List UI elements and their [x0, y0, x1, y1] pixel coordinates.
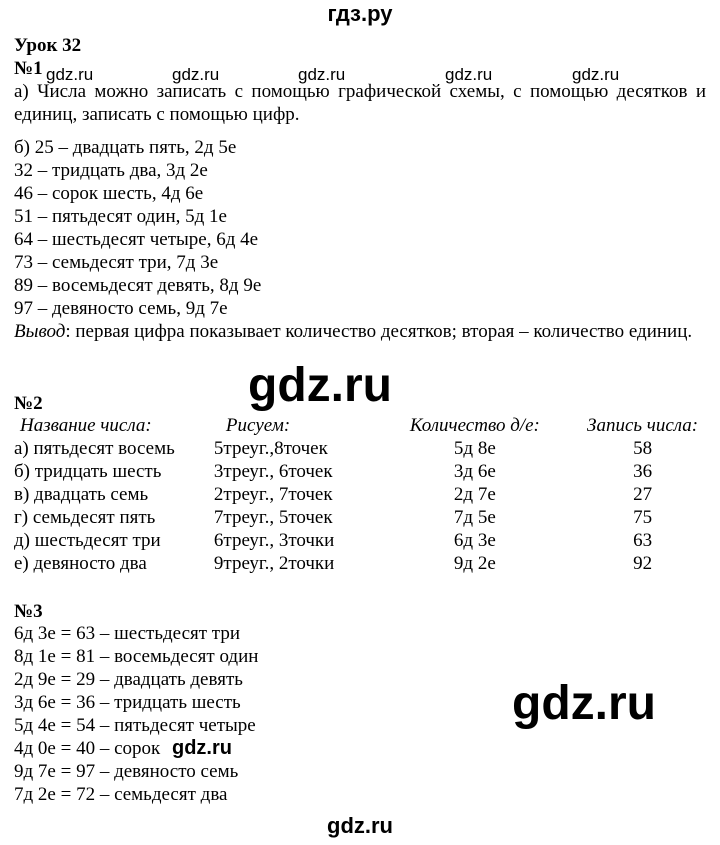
table-row [14, 483, 720, 506]
conclusion-text: : первая цифра показывает количество десятков; вторая – количество единиц. [65, 321, 693, 342]
watermark-small: gdz.ru [445, 65, 493, 84]
task1-part-b [14, 136, 261, 320]
table-cell: д) шестьдесят три [14, 530, 161, 551]
table-cell: 9д 2е [453, 553, 496, 574]
table-cell: а) пятьдесят восемь [14, 438, 175, 459]
table-cell: 27 [633, 484, 653, 505]
task3-title: №3 [14, 601, 43, 622]
task1-part-a: а) Числа можно записать с помощью графической схемы, с помощью десятков и единиц, записать с помощью цифр. [14, 81, 706, 125]
table-cell: 6д 3е [453, 530, 496, 551]
task1-line: 64 – шестьдесят четыре, 6д 4е [14, 229, 259, 250]
watermark-small: gdz.ru [46, 65, 94, 84]
task1-line: 73 – семьдесят три, 7д 3е [14, 252, 219, 273]
watermark-large: gdz.ru [248, 359, 392, 412]
site-header: гдз.ру [327, 1, 393, 26]
table-cell: 5треуг.,8точек [213, 438, 328, 459]
watermark-medium: gdz.ru [172, 737, 232, 759]
task3-line: 4д 0е = 40 – сорок [14, 738, 161, 759]
table-row [14, 460, 720, 483]
table-row [14, 506, 720, 529]
task1-line: 51 – пятьдесят один, 5д 1е [14, 206, 227, 227]
column-header: Название числа: [20, 415, 152, 436]
table-cell: 6треуг., 3точки [213, 530, 335, 551]
table-cell: 92 [633, 553, 653, 574]
table-cell: 63 [633, 530, 653, 551]
conclusion-label: Вывод [14, 321, 66, 342]
table-row [14, 437, 720, 460]
table-cell: е) девяносто два [14, 553, 147, 574]
watermark-small: gdz.ru [298, 65, 346, 84]
task3-line: 7д 2е = 72 – семьдесят два [14, 784, 228, 805]
task3-line: 8д 1е = 81 – восемьдесят один [14, 646, 259, 667]
task3-lines [14, 622, 258, 806]
task1-conclusion [14, 320, 706, 343]
table-cell: 36 [633, 461, 653, 482]
table-header-row [14, 414, 720, 437]
table-cell: 7треуг., 5точек [213, 507, 333, 528]
watermark-small: gdz.ru [572, 65, 620, 84]
table-cell: 75 [633, 507, 653, 528]
task3-line: 9д 7е = 97 – девяносто семь [14, 761, 239, 782]
task1-line: 89 – восемьдесят девять, 8д 9е [14, 275, 262, 296]
task1-line: б) 25 – двадцать пять, 2д 5е [14, 137, 237, 158]
watermark-small: gdz.ru [172, 65, 220, 84]
watermark-large: gdz.ru [512, 677, 656, 730]
table-cell: 9треуг., 2точки [213, 553, 335, 574]
task2-title: №2 [14, 393, 43, 414]
table-cell: 2д 7е [453, 484, 496, 505]
column-header: Количество д/е: [409, 415, 540, 436]
table-cell: б) тридцать шесть [14, 461, 162, 482]
task1-title: №1 [14, 58, 43, 79]
task1-line: 32 – тридцать два, 3д 2е [14, 160, 208, 181]
table-row [14, 552, 720, 575]
column-header: Запись числа: [587, 415, 699, 436]
table-cell: 5д 8е [453, 438, 496, 459]
table-cell: г) семьдесят пять [14, 507, 156, 528]
task3-line: 3д 6е = 36 – тридцать шесть [14, 692, 241, 713]
table-cell: в) двадцать семь [14, 484, 149, 505]
site-footer: gdz.ru [327, 813, 393, 838]
task2-table [14, 414, 720, 575]
task3-line: 5д 4е = 54 – пятьдесят четыре [14, 715, 256, 736]
column-header: Рисуем: [225, 415, 291, 436]
table-cell: 2треуг., 7точек [213, 484, 333, 505]
task1-line: 46 – сорок шесть, 4д 6е [14, 183, 204, 204]
table-cell: 3д 6е [453, 461, 496, 482]
lesson-title: Урок 32 [14, 35, 82, 56]
table-cell: 7д 5е [453, 507, 496, 528]
task1-line: 97 – девяносто семь, 9д 7е [14, 298, 228, 319]
table-row [14, 529, 720, 552]
table-cell: 58 [633, 438, 653, 459]
task3-line: 6д 3е = 63 – шестьдесят три [14, 623, 241, 644]
table-cell: 3треуг., 6точек [213, 461, 333, 482]
task3-line: 2д 9е = 29 – двадцать девять [14, 669, 243, 690]
